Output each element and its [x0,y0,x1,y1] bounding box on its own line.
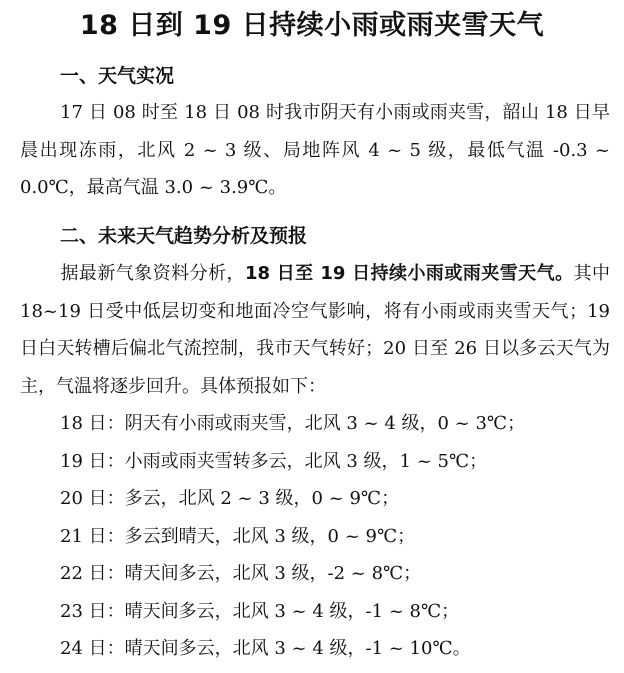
observation-text: 17 日 08 时至 18 日 08 时我市阴天有小雨或雨夹雪，韶山 18 日早晨出现冻雨，北风 2 ~ 3 级、局地阵风 4 ~ 5 级，最低气温 -0.3 ~ 0.0℃，最高气温 3.0 ~ 3.9℃。 [20,102,610,198]
forecast-item: 19 日：小雨或雨夹雪转多云，北风 3 级，1 ~ 5℃； [60,450,488,472]
forecast-item: 24 日：晴天间多云，北风 3 ~ 4 级，-1 ~ 10℃。 [60,638,471,659]
forecast-item: 21 日：多云到晴天，北风 3 级，0 ~ 9℃； [60,525,416,547]
forecast-item: 20 日：多云，北风 2 ~ 3 级，0 ~ 9℃； [60,488,400,509]
section-heading-observation: 一、天气实况 [60,65,175,87]
forecast-item: 18 日：阴天有小雨或雨夹雪，北风 3 ~ 4 级，0 ~ 3℃； [60,413,526,434]
forecast-item: 22 日：晴天间多云，北风 3 级，-2 ~ 8℃； [60,563,422,584]
daily-forecast-list [60,405,525,668]
analysis-lead-text: 据最新气象资料分析， [60,263,245,284]
observation-paragraph [20,94,610,207]
forecast-item: 23 日：晴天间多云，北风 3 ~ 4 级，-1 ~ 8℃； [60,600,460,622]
analysis-body-text: 其中 18~19 日受中低层切变和地面冷空气影响，将有小雨或雨夹雪天气；19 日白天转槽后偏北气流控制，我市天气转好；20 日至 26 日以多云天气为主，气温将逐步回升。具体预报如下： [20,263,610,397]
section-heading-forecast: 二、未来天气趋势分析及预报 [60,225,308,247]
document-title: 18 日到 19 日持续小雨或雨夹雪天气 [79,10,545,41]
forecast-analysis-paragraph [20,255,610,405]
analysis-highlight-text: 18 日至 19 日持续小雨或雨夹雪天气。 [244,263,574,284]
